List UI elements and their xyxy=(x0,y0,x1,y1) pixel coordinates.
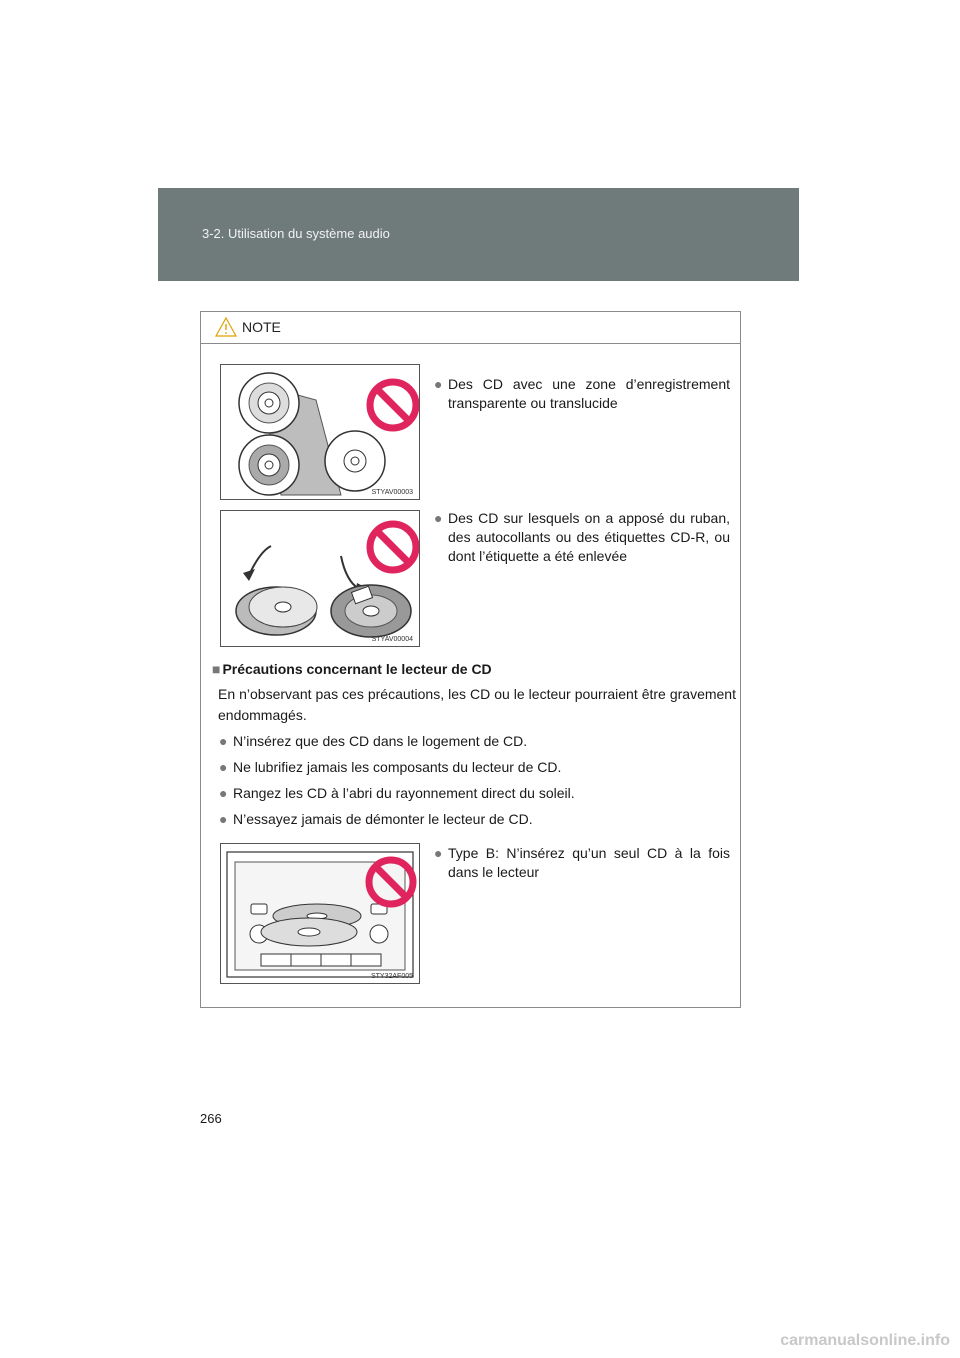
cd-disc-icon xyxy=(325,431,385,491)
note-item-1: ● Des CD avec une zone d’enregistrement transparente ou translucide xyxy=(434,376,730,411)
figure-cd-player xyxy=(220,843,420,984)
cd-disc-icon xyxy=(239,435,299,495)
bullet-dot-icon: ● xyxy=(219,785,228,801)
bullet-dot-icon: ● xyxy=(219,759,228,775)
cd-illustration xyxy=(221,511,419,646)
note-item-2: ● Des CD sur lesquels on a apposé du ruban, des autocollants ou des étiquettes CD-R, ou dont l’étiquette a été enlevée xyxy=(434,510,730,564)
cd-disc-icon xyxy=(261,918,357,946)
cd-player-illustration xyxy=(221,844,419,983)
figure-code: STYAV00004 xyxy=(371,636,413,643)
square-bullet-icon: ■ xyxy=(212,661,221,677)
cd-illustration xyxy=(221,365,419,499)
header-title: 3-2. Utilisation du système audio xyxy=(202,226,390,241)
bullet-dot-icon: ● xyxy=(434,845,443,861)
prohibition-icon xyxy=(370,524,416,570)
watermark: carmanualsonline.info xyxy=(780,1332,950,1349)
note-item-type-b: ● Type B: N’insérez qu’un seul CD à la fois dans le lecteur xyxy=(434,845,730,880)
bullet-dot-icon: ● xyxy=(219,811,228,827)
note-header xyxy=(201,312,740,344)
list-item: ● Rangez les CD à l’abri du rayonnement direct du soleil. xyxy=(219,785,575,801)
bullet-dot-icon: ● xyxy=(219,733,228,749)
prohibition-icon xyxy=(370,382,416,428)
bullet-dot-icon: ● xyxy=(434,376,443,392)
figure-code: STY32AF005 xyxy=(370,973,413,980)
section-title: ■ Précautions concernant le lecteur de CD xyxy=(212,661,492,677)
bullet-dot-icon: ● xyxy=(434,510,443,526)
cd-disc-icon xyxy=(331,585,411,637)
section-intro: En n’observant pas ces précautions, les CD ou le lecteur pourraient être gravement endommagés. xyxy=(218,686,736,723)
cd-disc-icon xyxy=(239,373,299,433)
figure-transparent-cds xyxy=(220,364,420,500)
cd-disc-icon xyxy=(236,587,317,635)
list-item: ● N’essayez jamais de démonter le lecteur de CD. xyxy=(219,811,533,827)
section-header xyxy=(158,188,799,281)
warning-triangle-icon xyxy=(215,317,237,337)
page-number: 266 xyxy=(200,1111,222,1126)
figure-code: STYAV00003 xyxy=(371,489,413,496)
note-label: NOTE xyxy=(242,319,281,335)
figure-labeled-cds xyxy=(220,510,420,647)
list-item: ● Ne lubrifiez jamais les composants du lecteur de CD. xyxy=(219,759,562,775)
list-item: ● N’insérez que des CD dans le logement de CD. xyxy=(219,733,528,749)
